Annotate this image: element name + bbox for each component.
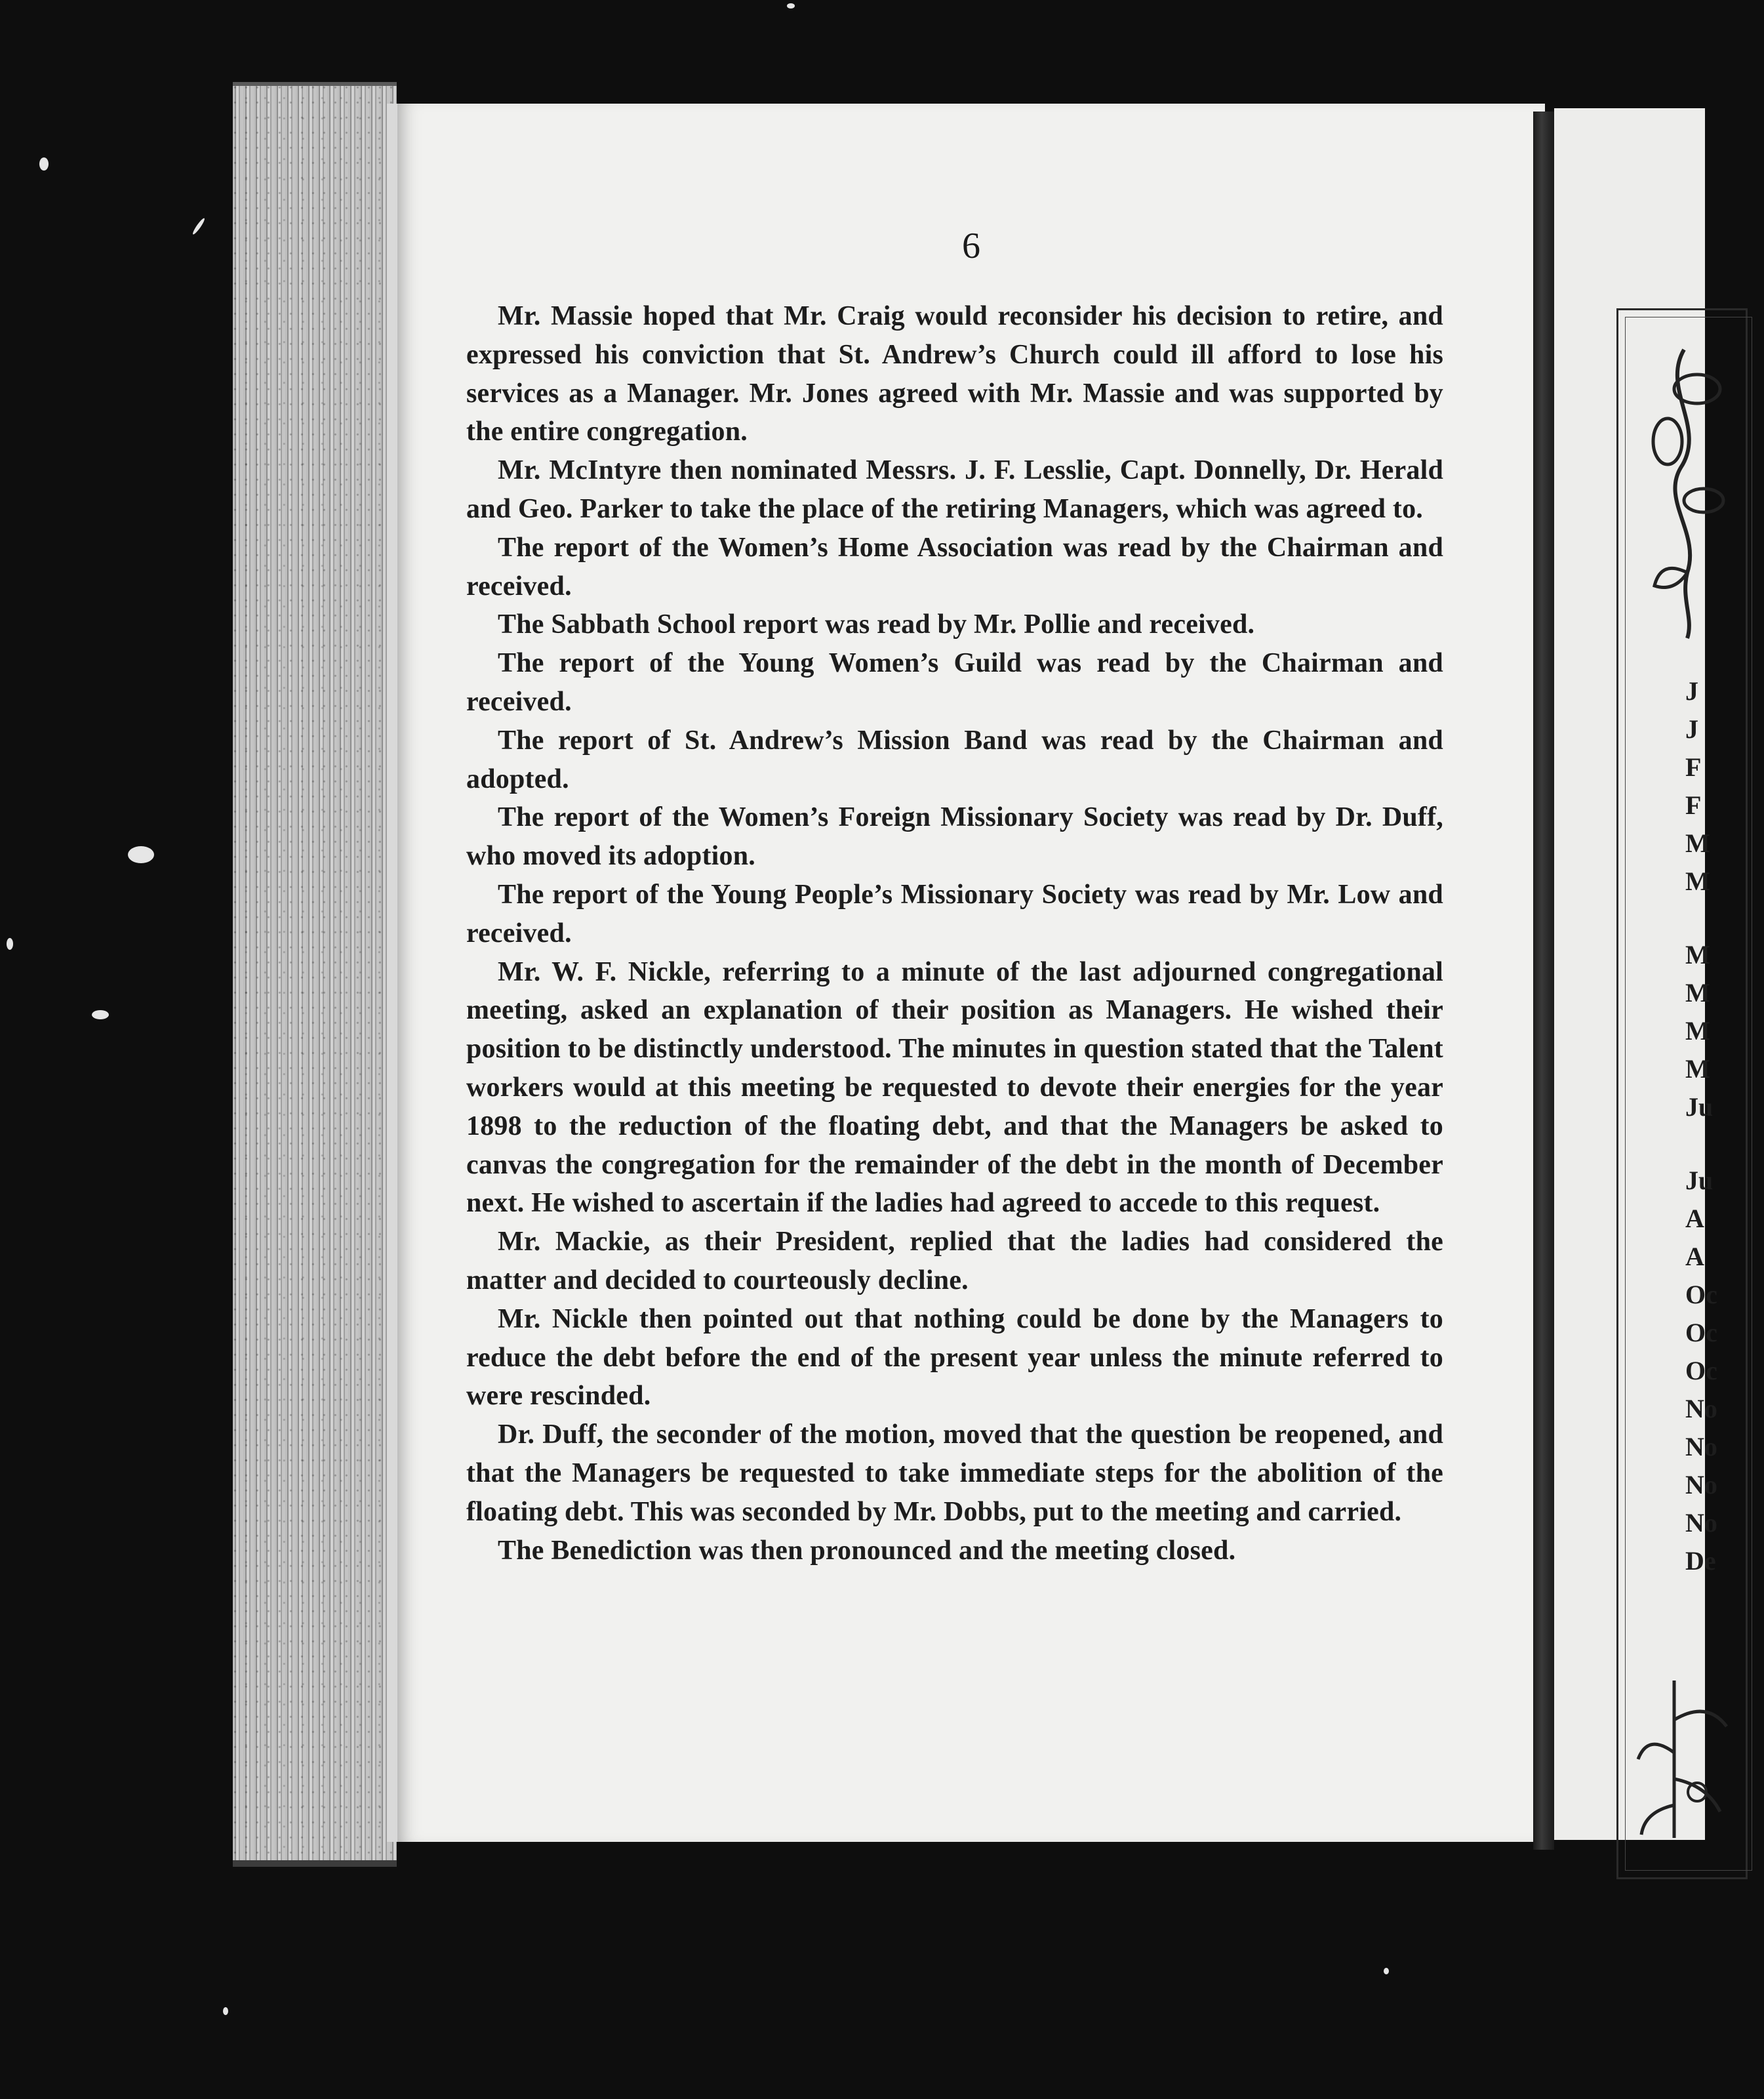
background-speck (92, 1010, 109, 1019)
facing-page-entry: Oc (1685, 1356, 1717, 1385)
facing-page-entry: M (1685, 978, 1710, 1008)
facing-page-list (1685, 672, 1764, 1580)
paragraph: The report of St. Andrew’s Mission Band was read by the Chairman and adopted. (466, 725, 1443, 794)
floral-ornament-icon (1635, 350, 1733, 638)
background-speck (787, 3, 795, 9)
facing-page-entry: M (1685, 866, 1710, 896)
background-speck (39, 157, 49, 171)
facing-page-entry: M (1685, 828, 1710, 858)
facing-page-entry (1685, 1126, 1764, 1162)
facing-page-entry: De (1685, 1546, 1716, 1576)
paragraph: Mr. W. F. Nickle, referring to a minute of the last adjourned congregational meeting, asked an explanation of their position as Managers. He wished their position to be distinctly understood. The minutes in question stated that the Talent workers would at this meeting be requested to devote their energies for the year 1898 to the reduction of the floating debt, and that the Managers be asked to canvas the congregation for the remainder of the debt in the month of December next. He wished to ascertain if the ladies had agreed to accede to this request. (466, 956, 1443, 1219)
paragraph: The report of the Women’s Home Association was read by the Chairman and received. (466, 532, 1443, 601)
facing-page-entry: Oc (1685, 1280, 1717, 1309)
book-gutter (1533, 112, 1554, 1850)
background-speck (191, 217, 206, 235)
background-speck (223, 2007, 228, 2015)
facing-page-entry (1685, 901, 1764, 936)
facing-page-entry: M (1685, 940, 1710, 969)
paragraph: Mr. Massie hoped that Mr. Craig would reconsider his decision to retire, and expressed his conviction that St. Andrew’s Church could ill afford to lose his services as a Manager. Mr. Jones agreed with Mr. Massie and was supported by the entire congregation. (466, 301, 1443, 447)
facing-page-entry: M (1685, 1054, 1710, 1084)
paragraph: Mr. McIntyre then nominated Messrs. J. F. Lesslie, Capt. Donnelly, Dr. Herald and Geo. Parker to take the place of the retiring Managers, which was agreed to. (466, 455, 1443, 524)
facing-page-entry: No (1685, 1470, 1717, 1499)
facing-page-entry: No (1685, 1394, 1717, 1423)
background-speck (128, 846, 154, 863)
facing-page-entry: F (1685, 752, 1702, 782)
facing-page-entry: Ju (1685, 1092, 1714, 1122)
facing-page-entry: No (1685, 1508, 1717, 1538)
facing-page-entry: F (1685, 790, 1702, 820)
facing-page-entry: A (1685, 1242, 1704, 1271)
background-speck (7, 938, 13, 950)
book-page-edges (233, 82, 397, 1867)
facing-page (1554, 108, 1717, 1840)
facing-page-entry: A (1685, 1204, 1704, 1233)
facing-page-entry: J (1685, 714, 1698, 744)
paragraph: The report of the Young People’s Missionary Society was read by Mr. Low and received. (466, 879, 1443, 948)
facing-page-entry: Ju (1685, 1166, 1714, 1195)
paragraph: The Sabbath School report was read by Mr. Pollie and received. (498, 609, 1255, 640)
book-page (387, 104, 1545, 1842)
facing-page-entry: M (1685, 1016, 1710, 1046)
paragraph: The report of the Women’s Foreign Missionary Society was read by Dr. Duff, who moved its adoption. (466, 802, 1443, 872)
floral-ornament-icon (1635, 1681, 1733, 1838)
paragraph: Mr. Nickle then pointed out that nothing could be done by the Managers to reduce the debt before the end of the present year unless the minute referred to were rescinded. (466, 1303, 1443, 1412)
paragraph: The Benediction was then pronounced and the meeting closed. (498, 1535, 1236, 1566)
background-speck (1384, 1968, 1389, 1974)
paragraph: Dr. Duff, the seconder of the motion, moved that the question be reopened, and that the Managers be requested to take immediate steps for the abolition of the floating debt. This was seconded by Mr. Dobbs, put to the meeting and carried. (466, 1419, 1443, 1527)
paragraph: Mr. Mackie, as their President, replied that the ladies had considered the matter and decided to courteously decline. (466, 1227, 1443, 1295)
facing-page-entry: J (1685, 676, 1698, 706)
page-number: 6 (962, 226, 980, 266)
facing-page-entry: Oc (1685, 1318, 1717, 1347)
page-body-text (466, 297, 1443, 1570)
paragraph: The report of the Young Women’s Guild was read by the Chairman and received. (466, 648, 1443, 717)
facing-page-entry: No (1685, 1432, 1717, 1461)
